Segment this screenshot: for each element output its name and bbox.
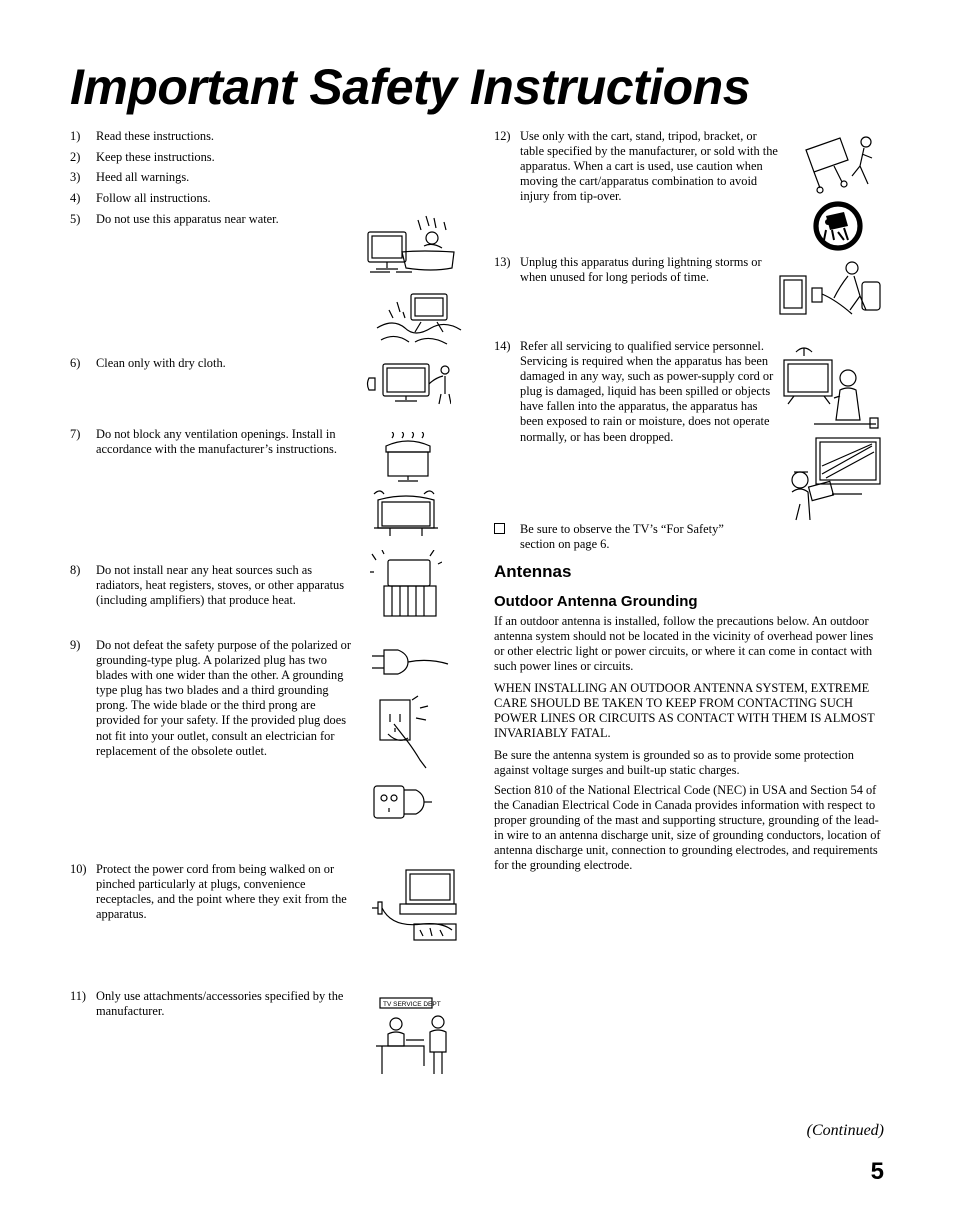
- item-number: 8): [70, 563, 81, 577]
- item-text: Read these instructions.: [96, 129, 215, 143]
- grounding-plug-illustration: [370, 782, 434, 822]
- paragraph: If an outdoor antenna is installed, follow the precautions below. An outdoor antenna system should not be located in the vicinity of overhead power lines or other electric light or power circuits, or where it can come in contact with such power lines or circuits.: [494, 614, 874, 674]
- item-text: Keep these instructions.: [96, 150, 215, 164]
- item-text: Clean only with dry cloth.: [96, 356, 226, 370]
- item-text: Do not use this apparatus near water.: [96, 212, 279, 226]
- tv-covered-vent-illustration: [380, 432, 436, 484]
- item-number: 3): [70, 170, 81, 184]
- item-text: Unplug this apparatus during lightning storms or when unused for long periods of time.: [520, 255, 762, 285]
- tv-near-radiator-illustration: [370, 550, 442, 618]
- item-number: 4): [70, 191, 81, 205]
- tv-near-water-splash-illustration: [375, 288, 463, 350]
- item-number: 5): [70, 212, 81, 226]
- item-text: Do not block any ventilation openings. Install in accordance with the manufacturer’s instructions.: [96, 427, 337, 457]
- servicing-phone-call-illustration: [780, 344, 880, 434]
- item-number: 1): [70, 129, 81, 143]
- outlet-and-plug-illustration: [376, 694, 438, 770]
- item-number: 7): [70, 427, 81, 441]
- cart-tip-over-illustration: [800, 132, 880, 196]
- outdoor-antenna-grounding-heading: Outdoor Antenna Grounding: [494, 593, 698, 610]
- item-text: Refer all servicing to qualified service personnel. Servicing is required when the apparatus has been damaged in any way, such as power-supply cord or plug is damaged, liquid has been spilled or objects have fallen into the apparatus, the apparatus has been exposed to rain or moisture, does not operate normally, or has been dropped.: [520, 339, 774, 444]
- item-text: Protect the power cord from being walked on or pinched particularly at plugs, convenience receptacles, and the point where they exit from the apparatus.: [96, 862, 347, 922]
- cart-warning-symbol: [812, 200, 864, 252]
- page-number: 5: [870, 1158, 884, 1185]
- item-text: Follow all instructions.: [96, 191, 211, 205]
- item-text: Heed all warnings.: [96, 170, 190, 184]
- item-text: Only use attachments/accessories specified by the manufacturer.: [96, 989, 344, 1019]
- tv-in-cabinet-illustration: [368, 488, 444, 538]
- item-text: Do not defeat the safety purpose of the polarized or grounding-type plug. A polarized plug has two blades with one wider than the other. A grounding type plug has two blades and a third grounding prong. The wide blade or the third prong are provided for your safety. If the provided plug does not fit into your outlet, consult an electrician for replacement of the obsolete outlet.: [96, 638, 351, 758]
- note-text: Be sure to observe the TV’s “For Safety” section on page 6.: [520, 522, 724, 552]
- power-cord-illustration: [370, 868, 458, 942]
- tv-service-dept-illustration: [372, 994, 456, 1076]
- page-title: Important Safety Instructions: [70, 59, 751, 115]
- paragraph: Section 810 of the National Electrical Code (NEC) in USA and Section 54 of the Canadian Electrical Code in Canada provides information with respect to proper grounding of the mast and supporting structure, grounding of the lead-in wire to an antenna discharge unit, size of grounding conductors, location of antenna discharge unit, connection to grounding electrodes, and requirements for the grounding electrode.: [494, 783, 881, 873]
- service-sign-text: TV SERVICE DEPT: [383, 1001, 441, 1008]
- item-number: 14): [494, 339, 511, 353]
- item-number: 11): [70, 989, 87, 1003]
- tv-cleaning-illustration: [365, 360, 451, 408]
- unplug-during-storm-illustration: [778, 258, 884, 320]
- paragraph-warning: WHEN INSTALLING AN OUTDOOR ANTENNA SYSTEM, EXTREME CARE SHOULD BE TAKEN TO KEEP FROM CONTACTING SUCH POWER LINES OR CIRCUITS AS CONTACT WITH THEM IS ALMOST INVARIABLY FATAL.: [494, 681, 875, 741]
- item-number: 2): [70, 150, 81, 164]
- damaged-tv-repair-illustration: [786, 436, 884, 522]
- item-number: 9): [70, 638, 81, 652]
- item-number: 13): [494, 255, 511, 269]
- item-text: Use only with the cart, stand, tripod, bracket, or table specified by the manufacturer, or sold with the apparatus. When a cart is used, use caution when moving the cart/apparatus combination to avoid injury from tip-over.: [520, 129, 778, 204]
- polarized-plug-illustration: [370, 646, 450, 680]
- paragraph: Be sure the antenna system is grounded so as to provide some protection against voltage surges and built-up static charges.: [494, 748, 854, 778]
- checkbox-bullet: [494, 523, 505, 534]
- item-number: 10): [70, 862, 87, 876]
- item-number: 12): [494, 129, 511, 143]
- item-text: Do not install near any heat sources such as radiators, heat registers, stoves, or other apparatus (including amplifiers) that produce heat.: [96, 563, 345, 608]
- tv-near-bathtub-illustration: [362, 212, 460, 278]
- item-number: 6): [70, 356, 81, 370]
- antennas-heading: Antennas: [494, 562, 572, 581]
- continued-label: (Continued): [806, 1122, 884, 1139]
